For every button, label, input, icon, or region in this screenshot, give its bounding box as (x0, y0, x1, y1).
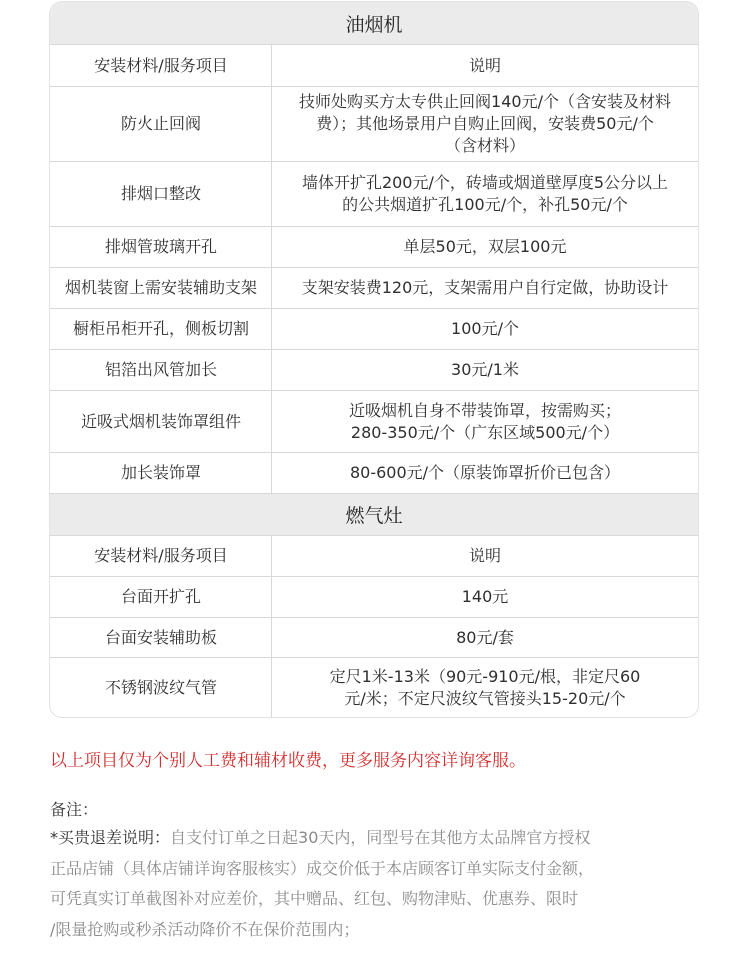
section-title-range-hood (50, 2, 698, 44)
remarks-head: *买贵退差说明： (50, 828, 171, 847)
desc-line: 280-350元/个（广东区域500元/个） (350, 422, 620, 442)
row-desc-cell: 单层50元，双层100元 (403, 237, 567, 256)
desc-line: 费）；其他场景用户自购止回阀，安装费50元/个 (316, 114, 654, 133)
table-header-row (50, 536, 698, 576)
desc-line: （含材料） (444, 136, 525, 155)
section-title-text: 燃气灶 (345, 505, 403, 527)
table-row-cover-kit (50, 391, 698, 452)
header-desc-cell: 说明 (468, 546, 501, 565)
row-item-cell: 不锈钢波纹气管 (104, 677, 217, 697)
row-item-cell: 近吸式烟机装饰罩组件 (80, 411, 241, 431)
row-desc-cell: 100元/个 (451, 319, 519, 338)
section-title-text: 油烟机 (345, 13, 403, 36)
table-row-gas-hose (50, 658, 698, 717)
remarks-body (50, 823, 700, 945)
desc-line: 墙体开扩孔200元/个，砖墙或烟道壁厚度5公分以上 (301, 173, 669, 192)
section-title-gas-stove (50, 494, 698, 535)
table-row-foil-duct (50, 350, 698, 390)
notice-text: 以上项目仅为个别人工费和辅材收费，更多服务内容详询客服。 (50, 751, 526, 771)
table-row-cabinet-cut (50, 309, 698, 349)
row-desc-cell: 140元 (461, 587, 509, 606)
table-row-countertop-hole (50, 577, 698, 617)
remarks-line: *买贵退差说明：自支付订单之日起30天内，同型号在其他方太品牌官方授权 (50, 828, 591, 847)
header-item-cell: 安装材料/服务项目 (94, 55, 228, 75)
header-item-cell: 安装材料/服务项目 (94, 546, 228, 565)
row-item-cell: 排烟口整改 (120, 184, 201, 203)
row-item-cell: 烟机装窗上需安装辅助支架 (64, 278, 257, 297)
table-row-extended-cover (50, 453, 698, 493)
row-desc-cell (272, 162, 698, 226)
row-desc-cell (272, 391, 698, 452)
remarks-line: /限量抢购或秒杀活动降价不在保价范围内； (50, 919, 360, 939)
desc-line: 技师处购买方太专供止回阀140元/个（含安装及材料 (299, 92, 671, 111)
price-table (50, 2, 698, 717)
table-row-exhaust-outlet (50, 162, 698, 226)
row-desc-cell (272, 658, 698, 717)
row-desc-cell: 30元/1米 (451, 360, 519, 379)
row-desc-cell: 80元/套 (456, 627, 514, 647)
row-desc-cell: 80-600元/个（原装饰罩折价已包含） (349, 463, 621, 482)
desc-line: 定尺1米-13米（90元-910元/根，非定尺60 (329, 666, 641, 686)
row-desc-cell: 支架安装费120元，支架需用户自行定做，协助设计 (301, 278, 669, 297)
remarks-title: 备注： (50, 800, 99, 819)
row-item-cell: 加长装饰罩 (120, 463, 201, 482)
table-row-fire-check-valve (50, 87, 698, 161)
row-item-cell: 排烟管玻璃开孔 (104, 237, 217, 256)
table-row-window-bracket (50, 268, 698, 308)
remarks-line: 可凭真实订单截图补对应差价，其中赠品、红包、购物津贴、优惠券、限时 (50, 889, 579, 908)
row-item-cell: 橱柜吊柜开孔，侧板切割 (72, 319, 249, 338)
table-row-glass-hole (50, 227, 698, 267)
header-desc-cell: 说明 (468, 55, 501, 75)
row-item-cell: 防火止回阀 (120, 114, 201, 133)
row-item-cell: 台面开扩孔 (120, 587, 201, 606)
row-item-cell: 台面安装辅助板 (104, 627, 217, 647)
desc-line: 的公共烟道扩孔100元/个，补孔50元/个 (342, 195, 628, 214)
remarks-line: 正品店铺（具体店铺详询客服核实）成交价低于本店顾客订单实际支付金额， (50, 858, 595, 878)
table-header-row (50, 45, 698, 86)
row-item-cell: 铝箔出风管加长 (104, 360, 217, 379)
desc-line: 近吸烟机自身不带装饰罩，按需购买； (348, 400, 621, 420)
row-desc-cell (272, 87, 698, 161)
table-row-support-board (50, 618, 698, 657)
desc-line: 元/米；不定尺波纹气管接头15-20元/个 (344, 688, 626, 708)
